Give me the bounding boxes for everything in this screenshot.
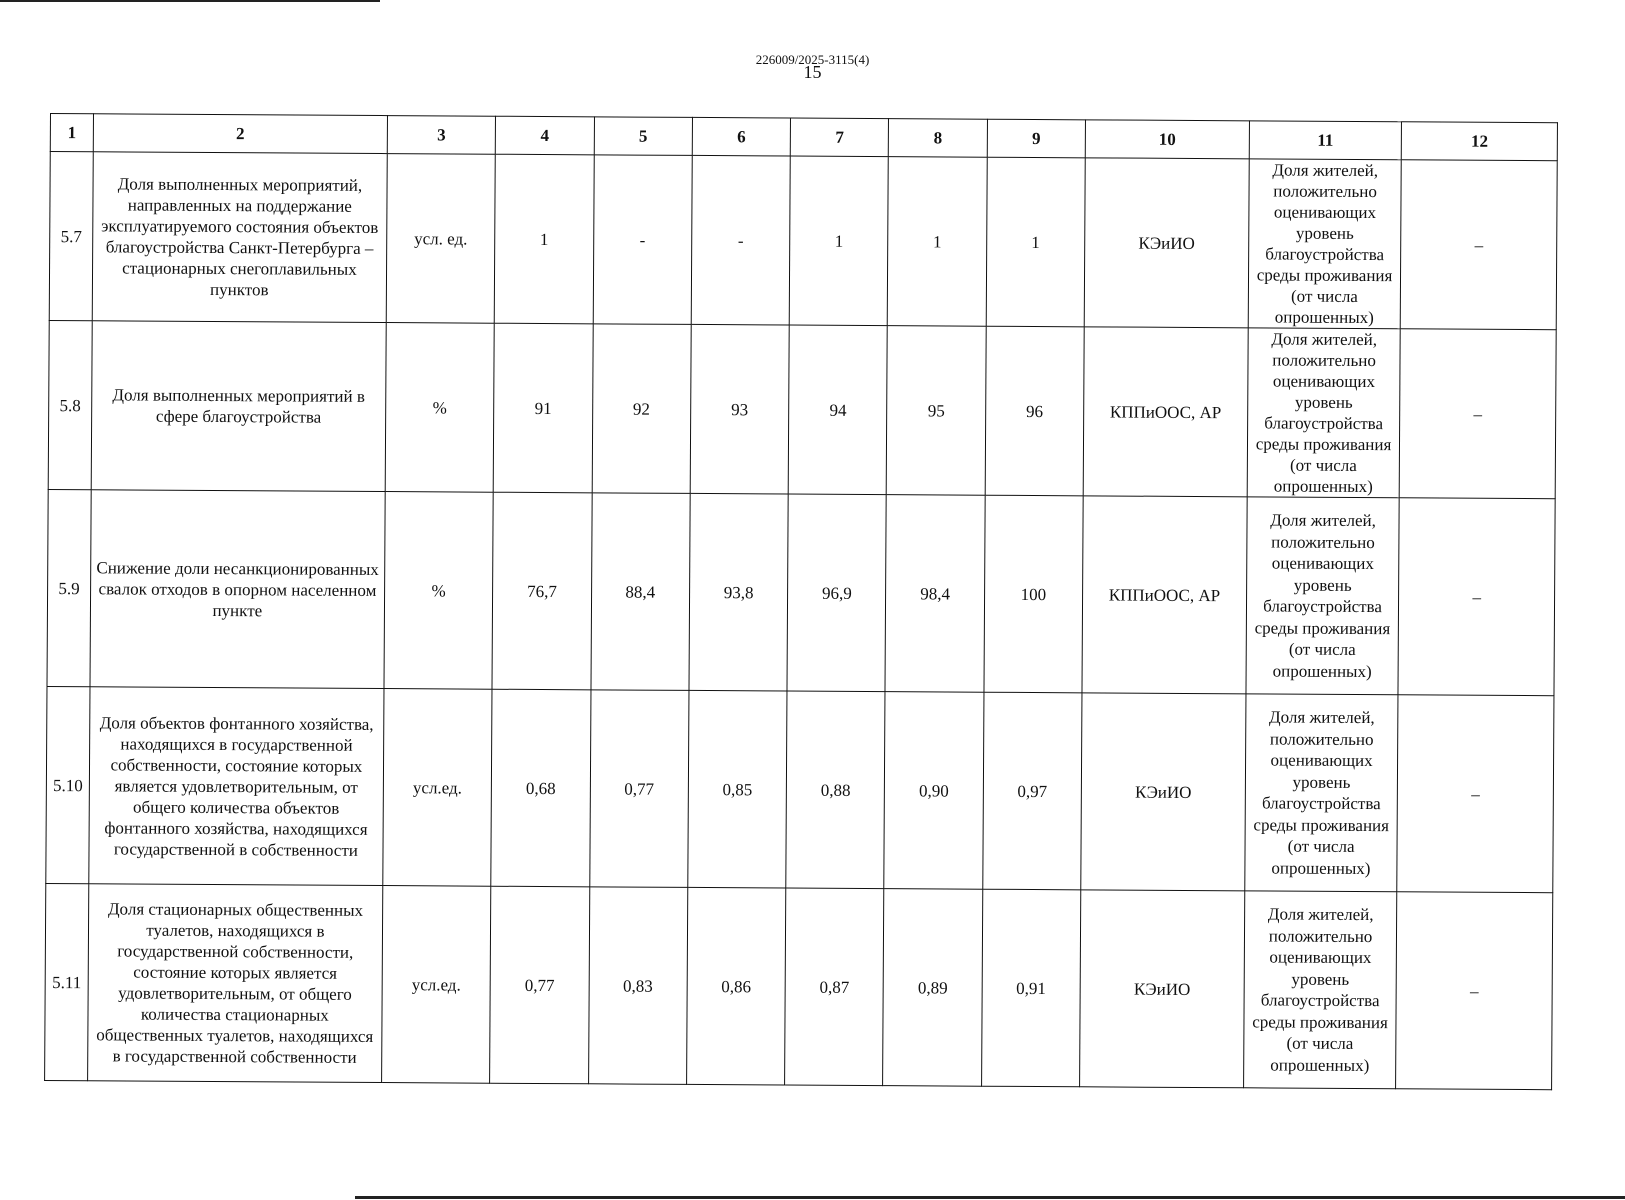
value-cell: 0,97 (982, 692, 1081, 890)
value-cell: 0,85 (688, 690, 787, 888)
result-indicator-cell: Доля жителей, положительно оценивающих уровень благоустройства среды проживания (от числа опрошенных) (1248, 159, 1402, 329)
value-cell: 0,77 (589, 690, 688, 888)
responsible-cell: КЭиИО (1084, 158, 1249, 328)
value-cell: 88,4 (591, 493, 690, 691)
result-indicator-cell: Доля жителей, положительно оценивающих уровень благоустройства среды проживания (от числа опрошенных) (1246, 497, 1400, 695)
scan-top-edge-line (0, 0, 380, 2)
responsible-cell: КППиООС, АР (1082, 496, 1247, 694)
column-header: 2 (93, 114, 387, 154)
table-row (48, 320, 1556, 498)
column-header: 10 (1085, 120, 1249, 159)
column-12-cell: – (1396, 892, 1553, 1090)
column-header: 11 (1249, 121, 1402, 160)
indicator-description: Доля выполненных мероприятий, направленных на поддержание эксплуатируемого состояния объектов благоустройства Санкт-Петербурга – стационарных снегоплавильных пунктов (92, 152, 387, 323)
value-cell: 96,9 (787, 494, 886, 692)
value-cell: 0,87 (785, 888, 884, 1086)
value-cell: 1 (495, 154, 594, 324)
value-cell: 0,68 (491, 689, 590, 887)
indicators-table (44, 113, 1558, 1090)
value-cell: 91 (494, 323, 593, 493)
unit-cell: % (384, 492, 494, 690)
unit-cell: усл.ед. (381, 886, 491, 1084)
value-cell: 1 (986, 157, 1085, 327)
responsible-cell: КЭиИО (1081, 693, 1246, 891)
value-cell: 93,8 (689, 493, 788, 691)
value-cell: 1 (789, 156, 888, 326)
column-header: 9 (987, 119, 1086, 158)
row-number: 5.10 (46, 686, 90, 883)
value-cell: 98,4 (885, 495, 984, 693)
column-12-cell: – (1401, 160, 1558, 330)
row-number: 5.9 (47, 489, 91, 686)
column-header: 1 (50, 114, 93, 152)
result-indicator-cell: Доля жителей, положительно оценивающих уровень благоустройства среды проживания (от числа опрошенных) (1245, 694, 1399, 892)
column-header: 4 (496, 116, 595, 155)
value-cell: 0,90 (884, 692, 983, 890)
responsible-cell: КЭиИО (1080, 890, 1245, 1088)
indicator-description: Доля объектов фонтанного хозяйства, находящихся в государственной собственности, состояние которых является удовлетворительным, от общего количества объектов фонтанного хозяйства, находящихся государственной в собственности (89, 687, 384, 886)
column-12-cell: – (1400, 329, 1557, 499)
column-header: 8 (889, 119, 988, 158)
indicator-description: Доля стационарных общественных туалетов, находящихся в государственной собственности, состояние которых является удовлетворительным, от общего количества стационарных общественных туалетов, находящихся в государственной собственности (88, 884, 383, 1083)
value-cell: 0,89 (883, 889, 982, 1087)
scan-bottom-edge-line (355, 1196, 1625, 1199)
responsible-cell: КППиООС, АР (1083, 327, 1248, 497)
column-12-cell: – (1398, 498, 1555, 696)
value-cell: 93 (690, 324, 789, 494)
unit-cell: усл.ед. (383, 689, 493, 887)
value-cell: 100 (984, 495, 1083, 693)
column-header: 5 (594, 117, 693, 156)
result-indicator-cell: Доля жителей, положительно оценивающих уровень благоустройства среды проживания (от числа опрошенных) (1243, 891, 1397, 1089)
unit-cell: усл. ед. (386, 154, 496, 324)
table-row (47, 489, 1555, 695)
document-number: 226009/2025-3115(4) (755, 52, 870, 67)
table-row (46, 686, 1554, 892)
value-cell: - (593, 155, 692, 325)
value-cell: 76,7 (492, 492, 591, 690)
column-header: 6 (692, 117, 791, 156)
value-cell: 92 (592, 324, 691, 494)
row-number: 5.7 (49, 152, 93, 321)
value-cell: 95 (887, 326, 986, 496)
column-header: 3 (387, 116, 496, 155)
value-cell: - (691, 155, 790, 325)
row-number: 5.11 (45, 883, 89, 1080)
value-cell: 96 (985, 326, 1084, 496)
value-cell: 94 (788, 325, 887, 495)
column-header: 7 (790, 118, 889, 157)
column-header: 12 (1402, 122, 1558, 161)
indicator-description: Доля выполненных мероприятий в сфере благоустройства (91, 321, 386, 492)
column-12-cell: – (1397, 695, 1554, 893)
unit-cell: % (385, 323, 495, 493)
value-cell: 0,91 (981, 889, 1080, 1087)
value-cell: 0,88 (786, 691, 885, 889)
table-row (49, 152, 1557, 330)
value-cell: 0,77 (490, 886, 589, 1084)
value-cell: 0,86 (686, 887, 785, 1085)
indicator-description: Снижение доли несанкционированных свалок отходов в опорном населенном пункте (90, 490, 385, 689)
value-cell: 0,83 (588, 887, 687, 1085)
page-number: 15 (803, 62, 822, 82)
row-number: 5.8 (48, 320, 92, 489)
value-cell: 1 (888, 157, 987, 327)
table-row (45, 883, 1553, 1089)
result-indicator-cell: Доля жителей, положительно оценивающих уровень благоустройства среды проживания (от числа опрошенных) (1247, 328, 1401, 498)
